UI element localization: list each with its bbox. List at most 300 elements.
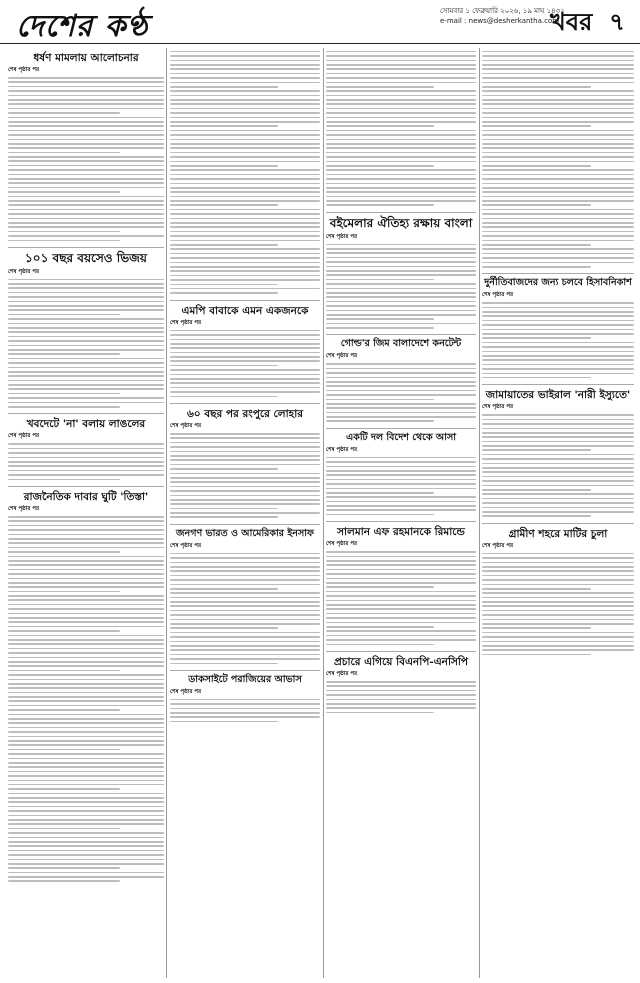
text-line (482, 623, 634, 625)
text-line (482, 231, 634, 233)
news-story (326, 51, 476, 213)
text-line (326, 125, 434, 127)
text-line (326, 488, 476, 490)
text-line (326, 165, 434, 167)
text-line (8, 231, 120, 233)
issue-date: সোমবার ১ ফেব্রুয়ারি ২০২৬, ১৯ মাঘ ১৪৩২ (440, 7, 565, 15)
story-headline[interactable]: জামায়াতের ভাইরাল 'নারী ইস্যুতে' (485, 389, 631, 402)
news-story (482, 389, 634, 523)
text-line (170, 257, 320, 259)
text-line (482, 112, 634, 114)
text-line (170, 334, 320, 336)
text-line (482, 342, 634, 344)
text-line (170, 610, 320, 612)
story-body (170, 699, 320, 723)
text-line (8, 863, 164, 865)
text-line (326, 156, 476, 158)
text-line (8, 744, 164, 746)
text-line (482, 584, 634, 586)
text-line (8, 204, 164, 206)
text-line (326, 112, 476, 114)
text-line (8, 661, 164, 663)
text-line (326, 712, 434, 714)
text-line (482, 588, 591, 590)
text-line (326, 457, 476, 459)
text-line (8, 406, 120, 408)
story-kicker: শেষ পৃষ্ঠার পর (8, 506, 40, 513)
text-line (8, 815, 164, 817)
text-line (8, 143, 164, 145)
text-line (170, 95, 320, 97)
text-line (170, 508, 278, 510)
text-line (8, 200, 164, 202)
text-line (170, 433, 320, 435)
text-line (170, 703, 320, 705)
text-line (482, 511, 634, 513)
story-headline[interactable]: রাজনৈতিক দাবার ঘুটি 'তিস্তা' (23, 491, 149, 503)
text-line (8, 336, 164, 338)
text-line (170, 90, 320, 92)
text-line (8, 613, 164, 615)
text-line (8, 474, 164, 476)
text-line (8, 758, 164, 760)
text-line (326, 582, 476, 584)
story-headline[interactable]: জনগণ ভারত ও আমেরিকার ইনসাফ (176, 527, 314, 539)
text-line (8, 156, 164, 158)
text-line (482, 196, 634, 198)
text-line (326, 288, 476, 290)
text-line (482, 601, 634, 603)
text-line (170, 55, 320, 57)
text-line (326, 595, 476, 597)
text-line (170, 619, 320, 621)
text-line (326, 639, 476, 641)
text-line (170, 152, 320, 154)
text-line (8, 859, 164, 861)
story-body (326, 457, 476, 516)
text-line (8, 209, 164, 211)
text-line (326, 470, 476, 472)
text-line (482, 423, 634, 425)
text-line (170, 108, 320, 110)
text-line (170, 387, 320, 389)
text-line (170, 382, 320, 384)
text-line (8, 718, 164, 720)
text-line (8, 86, 164, 88)
text-line (326, 117, 476, 119)
story-headline[interactable]: ধর্ষণ মামলায় আলোচনার (33, 52, 139, 64)
text-line (326, 143, 476, 145)
text-line (326, 327, 434, 329)
text-line (482, 359, 634, 361)
text-line (8, 393, 120, 395)
text-line (326, 622, 476, 624)
text-line (170, 396, 278, 398)
news-story (326, 433, 476, 522)
text-line (8, 775, 164, 777)
text-line (482, 183, 634, 185)
text-line (326, 196, 476, 198)
story-headline[interactable]: বইমেলার ঐতিহ্য রক্ষায় বাংলা (329, 215, 473, 230)
text-line (482, 73, 634, 75)
text-line (326, 161, 476, 163)
text-line (8, 604, 164, 606)
text-line (326, 690, 476, 692)
text-line (170, 614, 320, 616)
text-line (482, 614, 634, 616)
text-line (170, 468, 278, 470)
text-line (326, 394, 476, 396)
text-line (170, 374, 320, 376)
text-line (482, 257, 634, 259)
text-line (8, 362, 164, 364)
text-line (170, 226, 320, 228)
text-line (8, 465, 164, 467)
text-line (326, 68, 476, 70)
text-line (170, 196, 320, 198)
text-line (482, 117, 634, 119)
text-line (482, 55, 634, 57)
text-line (8, 305, 164, 307)
text-line (326, 279, 434, 281)
story-headline[interactable]: ১০১ বছর বয়সেও ভিজয় (25, 250, 147, 265)
text-line (482, 315, 634, 317)
text-line (326, 108, 476, 110)
text-line (170, 99, 320, 101)
story-headline[interactable]: এমপি বাবাকে এমন একজনকে (181, 304, 309, 317)
text-line (8, 178, 164, 180)
text-line (8, 810, 164, 812)
story-headline[interactable]: প্রচারে এগিয়ে বিএনপি-এনসিপি (333, 655, 469, 668)
text-line (170, 658, 320, 660)
story-headline[interactable]: ৬০ বছর পর রংপুরে লোহার (186, 407, 304, 420)
text-line (8, 542, 164, 544)
story-body (482, 414, 634, 517)
text-line (8, 837, 164, 839)
text-line (8, 670, 120, 672)
text-line (170, 378, 320, 380)
text-line (326, 573, 476, 575)
text-line (170, 292, 278, 294)
story-body (326, 681, 476, 713)
text-line (326, 556, 476, 558)
text-line (8, 692, 164, 694)
text-line (170, 473, 320, 475)
story-kicker: শেষ পৃষ্ঠার পর (482, 404, 514, 411)
text-line (482, 204, 591, 206)
story-headline[interactable]: গোল্ড'র জিম বালাদেশে কনটেন্ট (340, 338, 462, 350)
text-line (8, 665, 164, 667)
contact-email[interactable]: e-mail : news@desherkantha.com (440, 17, 560, 25)
text-line (482, 592, 634, 594)
text-line (482, 95, 634, 97)
text-line (482, 125, 591, 127)
text-line (170, 275, 320, 277)
text-line (482, 436, 634, 438)
text-line (8, 823, 164, 825)
text-line (8, 617, 164, 619)
text-line (326, 509, 476, 511)
text-line (8, 582, 164, 584)
text-line (170, 663, 278, 665)
text-line (326, 685, 476, 687)
text-line (8, 784, 164, 786)
text-line (8, 626, 164, 628)
text-line (170, 130, 320, 132)
text-line (8, 538, 164, 540)
text-line (8, 657, 164, 659)
text-line (8, 134, 164, 136)
text-line (326, 323, 476, 325)
text-line (8, 534, 164, 536)
news-story (482, 528, 634, 661)
text-line (326, 681, 476, 683)
text-line (8, 196, 164, 198)
text-line (8, 762, 164, 764)
text-line (170, 68, 320, 70)
text-line (482, 82, 634, 84)
text-line (8, 771, 164, 773)
text-line (326, 569, 476, 571)
text-line (170, 632, 320, 634)
story-body (170, 553, 320, 664)
text-line (8, 169, 164, 171)
text-line (326, 372, 476, 374)
text-line (326, 95, 476, 97)
text-line (326, 318, 434, 320)
text-line (170, 486, 320, 488)
story-kicker: শেষ পৃষ্ঠার পর (170, 423, 202, 430)
text-line (8, 696, 164, 698)
text-line (8, 556, 164, 558)
text-line (8, 845, 164, 847)
text-line (170, 64, 320, 66)
text-line (326, 492, 434, 494)
text-line (482, 467, 634, 469)
text-line (170, 139, 320, 141)
text-line (8, 296, 164, 298)
text-line (8, 753, 164, 755)
text-line (482, 632, 634, 634)
text-line (482, 454, 634, 456)
news-story (326, 526, 476, 652)
news-story (170, 529, 320, 671)
text-line (170, 495, 320, 497)
text-line (326, 617, 476, 619)
text-line (170, 481, 320, 483)
text-line (170, 562, 320, 564)
text-line (326, 310, 476, 312)
text-line (326, 514, 434, 516)
text-line (8, 683, 164, 685)
text-line (8, 872, 164, 874)
column-3 (326, 48, 476, 978)
text-line (8, 599, 164, 601)
text-line (170, 446, 320, 448)
text-line (482, 489, 591, 491)
text-line (170, 490, 320, 492)
text-line (482, 143, 634, 145)
text-line (170, 121, 320, 123)
text-line (8, 880, 120, 882)
text-line (482, 476, 634, 478)
text-line (8, 722, 164, 724)
text-line (326, 381, 476, 383)
text-line (8, 714, 164, 716)
news-story (326, 217, 476, 336)
text-line (8, 643, 164, 645)
story-body (482, 553, 634, 656)
text-line (170, 588, 278, 590)
text-line (170, 579, 320, 581)
text-line (482, 463, 634, 465)
text-line (326, 296, 476, 298)
text-line (8, 323, 164, 325)
story-headline[interactable]: গ্রামীণ শহরে মাটির চুলা (508, 527, 608, 540)
text-line (8, 380, 164, 382)
text-line (482, 458, 634, 460)
story-body (326, 551, 476, 645)
text-line (482, 432, 634, 434)
story-body (8, 77, 164, 241)
text-line (170, 165, 278, 167)
text-line (482, 240, 634, 242)
text-line (8, 801, 164, 803)
text-line (326, 183, 476, 185)
text-line (482, 307, 634, 309)
text-line (8, 578, 164, 580)
text-line (8, 77, 164, 79)
text-line (326, 600, 476, 602)
text-line (482, 320, 634, 322)
text-line (8, 648, 164, 650)
text-line (170, 636, 320, 638)
text-line (170, 592, 320, 594)
text-line (170, 597, 320, 599)
text-line (482, 566, 634, 568)
text-line (8, 309, 164, 311)
text-line (8, 353, 120, 355)
text-line (482, 108, 634, 110)
text-line (482, 121, 634, 123)
text-line (482, 244, 591, 246)
text-line (8, 349, 164, 351)
story-kicker: শেষ পৃষ্ঠার পর (326, 353, 358, 360)
text-line (8, 639, 164, 641)
text-line (8, 226, 164, 228)
text-line (8, 279, 164, 281)
story-headline[interactable]: একটি দল বিদেশ থেকে আসা (345, 431, 457, 443)
text-line (170, 451, 320, 453)
text-line (8, 384, 164, 386)
text-line (170, 699, 320, 701)
story-body (326, 244, 476, 329)
text-line (482, 493, 634, 495)
text-line (8, 375, 164, 377)
text-line (8, 301, 164, 303)
news-story (8, 52, 164, 248)
text-line (170, 103, 320, 105)
text-line (170, 352, 320, 354)
text-line (326, 252, 476, 254)
text-line (8, 108, 164, 110)
text-line (8, 766, 164, 768)
text-line (482, 346, 634, 348)
text-line (482, 178, 634, 180)
text-line (8, 832, 164, 834)
text-line (326, 474, 476, 476)
story-headline[interactable]: দুর্নীতিবাজদের জন্য চলবে হিসাবনিকাশ (484, 277, 632, 289)
text-line (326, 200, 476, 202)
text-line (170, 60, 320, 62)
text-line (170, 73, 320, 75)
text-line (482, 419, 634, 421)
text-line (170, 584, 320, 586)
text-line (8, 358, 164, 360)
text-line (482, 368, 634, 370)
text-line (482, 575, 634, 577)
text-line (482, 169, 634, 171)
text-line (482, 99, 634, 101)
story-headline[interactable]: সালমান এফ রহমানকে রিমান্ডে (337, 526, 465, 539)
text-line (326, 147, 476, 149)
text-line (482, 147, 634, 149)
story-headline[interactable]: খবদেটে 'না' বলায় লাঙলের (26, 418, 146, 431)
text-line (326, 483, 476, 485)
text-line (482, 445, 634, 447)
text-line (8, 479, 120, 481)
text-line (482, 507, 634, 509)
text-line (482, 174, 634, 176)
column-divider (323, 48, 324, 978)
text-line (326, 314, 476, 316)
text-line (170, 112, 320, 114)
text-line (482, 156, 634, 158)
text-line (8, 218, 164, 220)
story-kicker: শেষ পৃষ্ঠার পর (170, 688, 202, 695)
text-line (170, 516, 278, 518)
text-line (482, 262, 634, 264)
text-line (326, 152, 476, 154)
text-line (326, 407, 476, 409)
text-line (482, 610, 634, 612)
text-line (8, 461, 164, 463)
text-line (482, 579, 634, 581)
text-line (482, 337, 591, 339)
text-line (8, 314, 120, 316)
text-line (8, 551, 120, 553)
text-line (326, 270, 476, 272)
text-line (170, 240, 320, 242)
text-line (8, 174, 164, 176)
text-line (8, 327, 164, 329)
text-line (170, 262, 320, 264)
text-line (170, 270, 320, 272)
text-line (482, 636, 634, 638)
text-line (8, 749, 120, 751)
news-story (8, 491, 164, 888)
text-line (326, 630, 476, 632)
text-line (326, 608, 476, 610)
text-line (170, 512, 320, 514)
text-line (482, 187, 634, 189)
story-headline[interactable]: ডাকসাইটে পরাজিয়ের আভাস (188, 673, 302, 685)
story-kicker: শেষ পৃষ্ঠার পর (482, 292, 514, 299)
news-story (8, 418, 164, 487)
text-line (170, 391, 320, 393)
text-line (8, 371, 164, 373)
text-line (8, 182, 164, 184)
